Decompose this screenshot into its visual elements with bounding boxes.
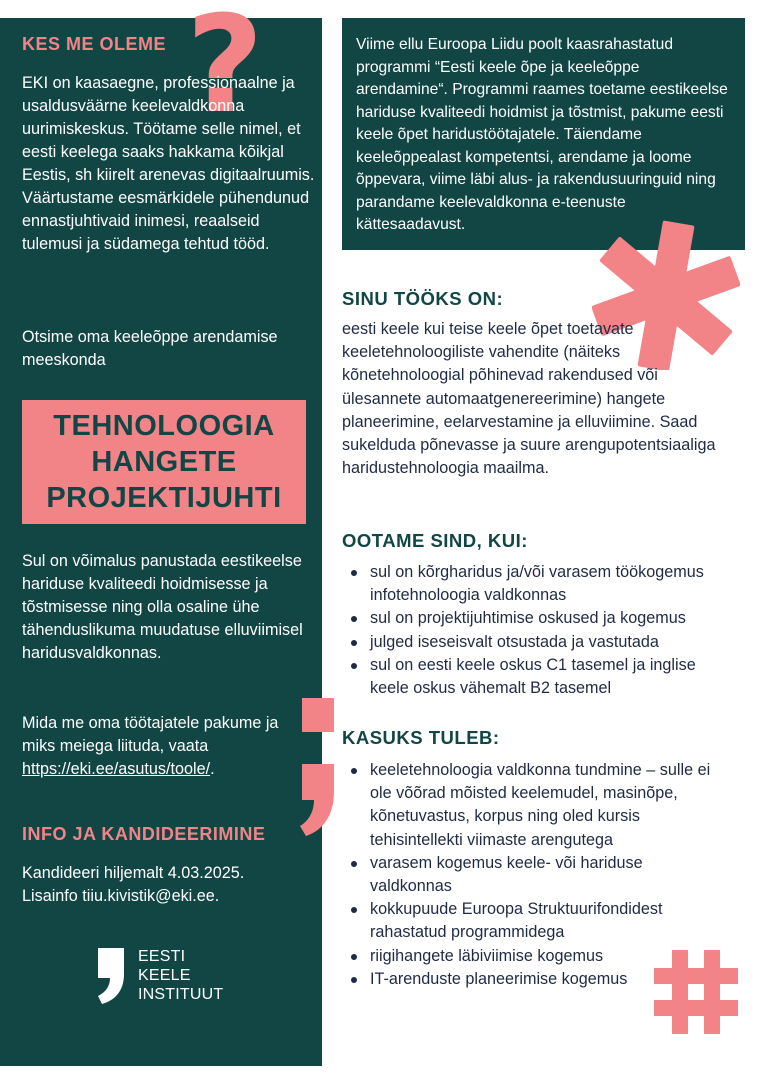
logo-line1: EESTI xyxy=(138,948,186,965)
opportunity-text: Sul on võimalus panustada eestikeelse hariduse kvaliteedi hoidmisesse ja tõstmisesse ning olla osaline ühe tähenduslikuma muudatuse elluviimisel haridusvaldkonnas. xyxy=(22,552,303,662)
logo-line3: INSTITUUT xyxy=(138,986,224,1003)
eki-logo xyxy=(96,944,223,1004)
offer-end: . xyxy=(210,760,215,778)
intro-text: Viime ellu Euroopa Liidu poolt kaasrahastatud programmi “Eesti keele õpe ja keeleõppe arendamine“. Programmi raames toetame eestikeelse hariduse kvaliteedi hoidmist ja tõstmist, pakume eesti keele õpet haridustöötajatele. Täiendame keeleõppealast kompetentsi, arendame ja loome õppevara, viime läbi alus- ja rakendusuuringuid ning parandame keelevaldkonna e-teenuste kättesaadavust. xyxy=(356,36,728,233)
work-heading: SINU TÖÖKS ON: xyxy=(342,288,504,309)
seeking-text: Otsime oma keeleõppe arendamise meeskonda xyxy=(22,328,278,369)
list-item: keeletehnoloogia valdkonna tundmine – sulle ei ole võõrad mõisted keelemudel, masinõpe, kõnetuvastus, korpus ning oled kursis tehisintellekti viimaste arengutega xyxy=(342,759,712,852)
offer-paragraph xyxy=(22,712,300,781)
list-item: sul on eesti keele oskus C1 tasemel ja inglise keele oskus vähemalt B2 tasemel xyxy=(342,654,737,700)
question-mark-icon: ? xyxy=(186,0,264,143)
logo-mark-icon xyxy=(96,944,126,1004)
list-item: sul on projektijuhtimise oskused ja kogemus xyxy=(342,607,737,630)
list-item: julged iseseisvalt otsustada ja vastutada xyxy=(342,631,737,654)
contact-text: Lisainfo tiiu.kivistik@eki.ee. xyxy=(22,887,220,905)
list-item: kokkupuude Euroopa Struktuurifondidest rahastatud programmidega xyxy=(342,898,712,944)
requirements-list xyxy=(342,561,737,700)
list-item: riigihangete läbiviimise kogemus xyxy=(342,945,712,968)
list-item: sul on kõrgharidus ja/või varasem töökogemus infotehnoloogia valdkonnas xyxy=(342,561,737,607)
list-item: IT-arenduste planeerimise kogemus xyxy=(342,968,712,991)
hash-icon xyxy=(652,948,740,1036)
job-title: TEHNOLOOGIA HANGETE PROJEKTIJUHTI xyxy=(46,410,282,514)
careers-link[interactable]: https://eki.ee/asutus/toole/ xyxy=(22,760,211,778)
info-heading: INFO JA KANDIDEERIMINE xyxy=(22,824,266,844)
who-we-are-heading: KES ME OLEME xyxy=(22,34,167,54)
intro-box xyxy=(342,18,745,250)
list-item: varasem kogemus keele- või hariduse valdkonnas xyxy=(342,852,712,898)
who-we-are-text: EKI on kaasaegne, professionaalne ja usaldusväärne keelevaldkonna uurimiskeskus. Töötame selle nimel, et eesti keelega saaks hakkama kõikjal Eestis, sh kiirelt arenevas digitaalruumis. Väärtustame eesmärkidele pühendunud ennastjuhtivaid inimesi, reaalseid tulemusi ja südamega tehtud tööd. xyxy=(22,74,315,253)
requirements-heading: OOTAME SIND, KUI: xyxy=(342,530,528,551)
work-text: eesti keele kui teise keele õpet toetavate keeletehnoloogiliste vahendite (näiteks kõnetehnoloogial põhinevad rakendused või ülesannete automaatgenereerimine) hangete planeerimine, eelarvestamine ja elluviimine. Saad sukelduda põnevasse ja suure arengupotentsiaaliga haridustehnoloogia maailma. xyxy=(342,320,716,478)
bonus-heading: KASUKS TULEB: xyxy=(342,727,500,748)
job-title-box xyxy=(22,400,306,524)
semicolon-icon xyxy=(296,696,340,838)
logo-line2: KEELE xyxy=(138,967,191,984)
deadline-text: Kandideeri hiljemalt 4.03.2025. xyxy=(22,864,245,882)
offer-text: Mida me oma töötajatele pakume ja miks meiega liituda, vaata xyxy=(22,714,279,755)
